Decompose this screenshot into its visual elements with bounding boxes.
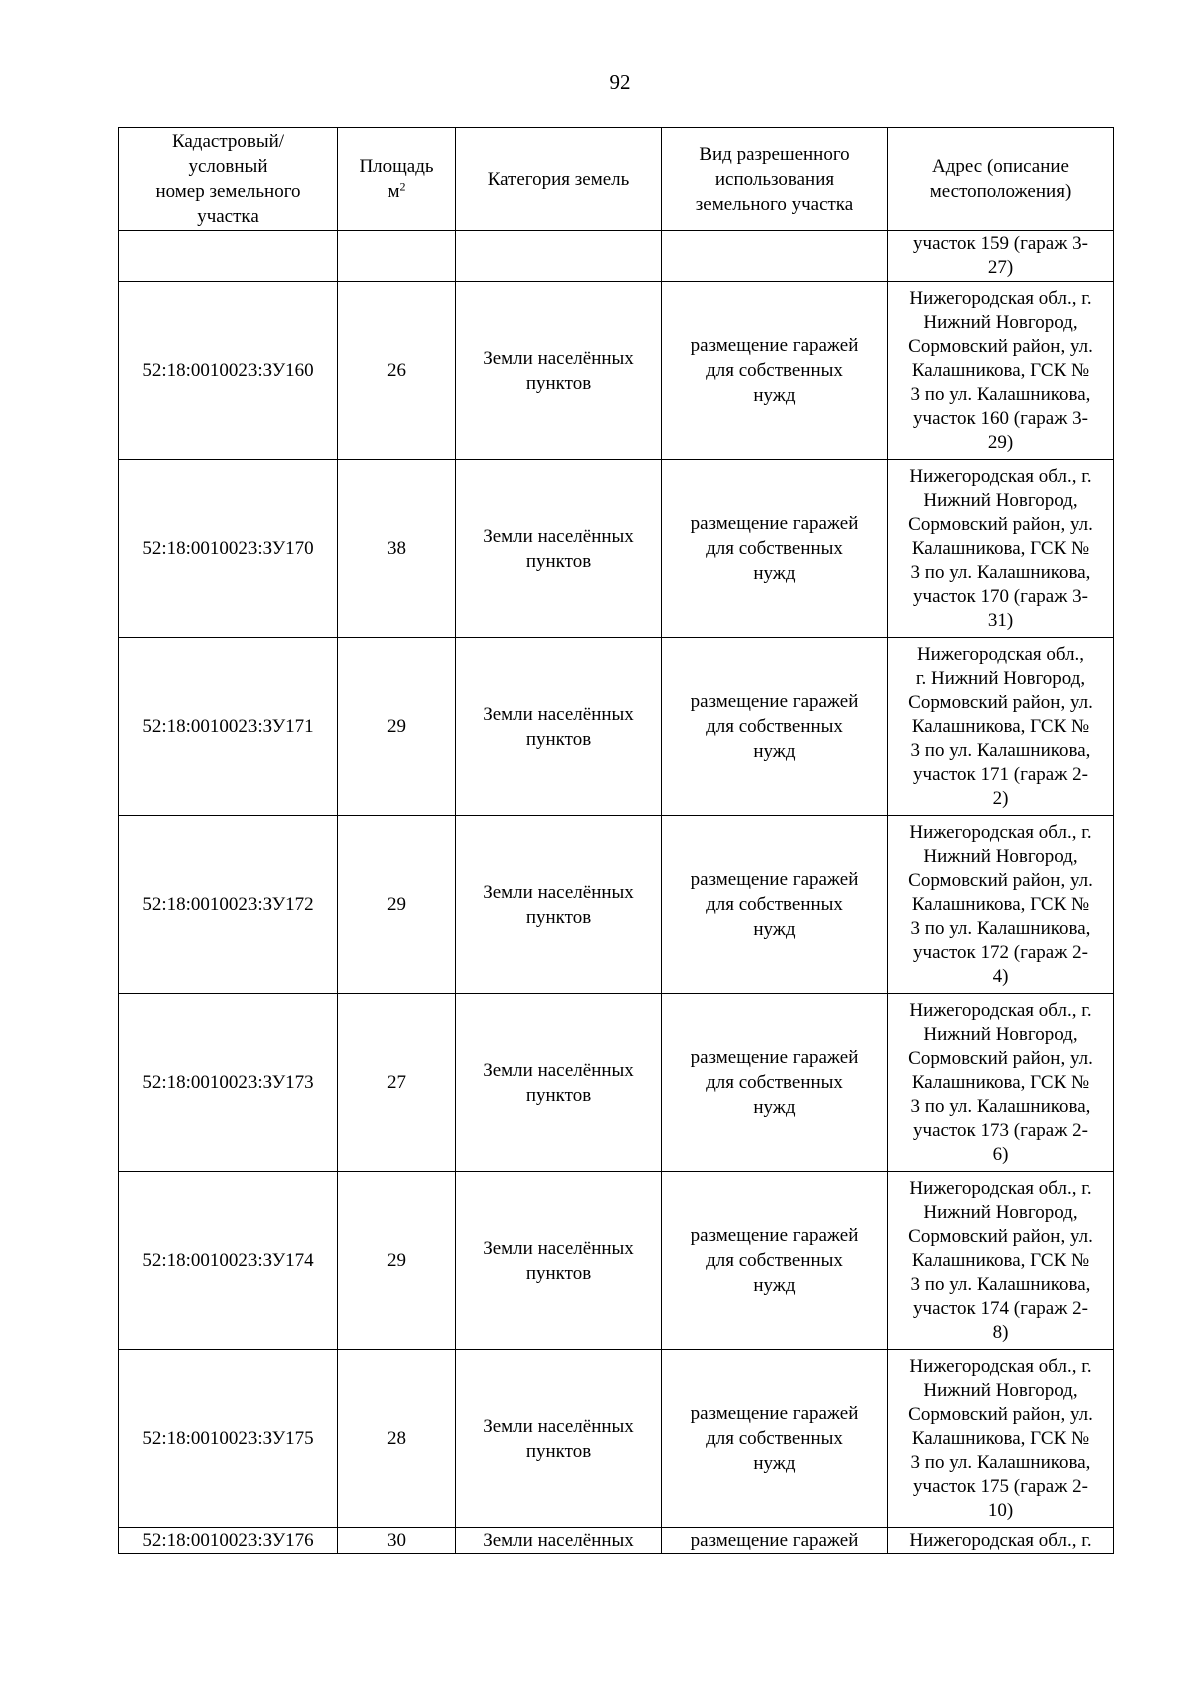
table-row — [119, 994, 1114, 1172]
cell-area: 28 — [338, 1350, 456, 1528]
cell-usage: размещение гаражей для собственных нужд — [662, 994, 888, 1172]
cell-area — [338, 231, 456, 282]
table-row — [119, 1350, 1114, 1528]
cell-area: 30 — [338, 1528, 456, 1554]
table-row — [119, 816, 1114, 994]
table-row-continuation — [119, 231, 1114, 282]
cell-category: Земли населённых пунктов — [456, 460, 662, 638]
cell-usage: размещение гаражей для собственных нужд — [662, 1172, 888, 1350]
cell-address: Нижегородская обл., г. Нижний Новгород, Сормовский район, ул. Калашникова, ГСК № 3 по ул. Калашникова, участок 175 (гараж 2- 10) — [888, 1350, 1114, 1528]
table-row — [119, 638, 1114, 816]
cell-usage — [662, 231, 888, 282]
cell-area: 38 — [338, 460, 456, 638]
cell-cadastral: 52:18:0010023:ЗУ160 — [119, 282, 338, 460]
table-row — [119, 460, 1114, 638]
cell-address: Нижегородская обл., г. Нижний Новгород, Сормовский район, ул. Калашникова, ГСК № 3 по ул. Калашникова, участок 170 (гараж 3- 31) — [888, 460, 1114, 638]
cell-cadastral: 52:18:0010023:ЗУ173 — [119, 994, 338, 1172]
cell-usage: размещение гаражей для собственных нужд — [662, 282, 888, 460]
cell-area: 27 — [338, 994, 456, 1172]
header-area: Площадь $м^2$ — [338, 128, 456, 231]
cell-category: Земли населённых пунктов — [456, 816, 662, 994]
cell-cadastral: 52:18:0010023:ЗУ172 — [119, 816, 338, 994]
cell-usage: размещение гаражей для собственных нужд — [662, 638, 888, 816]
cell-address: Нижегородская обл., г. Нижний Новгород, Сормовский район, ул. Калашникова, ГСК № 3 по ул. Калашникова, участок 174 (гараж 2- 8) — [888, 1172, 1114, 1350]
cell-category — [456, 231, 662, 282]
cell-usage: размещение гаражей для собственных нужд — [662, 1350, 888, 1528]
cell-category: Земли населённых пунктов — [456, 1350, 662, 1528]
cell-category: Земли населённых пунктов — [456, 994, 662, 1172]
cell-category: Земли населённых — [456, 1528, 662, 1554]
cell-cadastral: 52:18:0010023:ЗУ175 — [119, 1350, 338, 1528]
cell-address: Нижегородская обл., г. — [888, 1528, 1114, 1554]
header-cadastral-number: Кадастровый/ условный номер земельного участка — [119, 128, 338, 231]
header-permitted-use: Вид разрешенного использования земельного участка — [662, 128, 888, 231]
table-row — [119, 282, 1114, 460]
cell-address: Нижегородская обл., г. Нижний Новгород, Сормовский район, ул. Калашникова, ГСК № 3 по ул. Калашникова, участок 172 (гараж 2- 4) — [888, 816, 1114, 994]
cell-area: 29 — [338, 638, 456, 816]
header-address: Адрес (описание местоположения) — [888, 128, 1114, 231]
cell-address: Нижегородская обл., г. Нижний Новгород, Сормовский район, ул. Калашникова, ГСК № 3 по ул. Калашникова, участок 171 (гараж 2- 2) — [888, 638, 1114, 816]
header-area-unit: $м^2$ — [387, 179, 406, 202]
cell-address: участок 159 (гараж 3- 27) — [888, 231, 1114, 282]
cell-category: Земли населённых пунктов — [456, 638, 662, 816]
cell-area: 26 — [338, 282, 456, 460]
land-plots-table — [118, 127, 1114, 1554]
table-body — [119, 231, 1114, 1554]
cell-address: Нижегородская обл., г. Нижний Новгород, Сормовский район, ул. Калашникова, ГСК № 3 по ул. Калашникова, участок 160 (гараж 3- 29) — [888, 282, 1114, 460]
cell-cadastral — [119, 231, 338, 282]
cell-category: Земли населённых пунктов — [456, 1172, 662, 1350]
table-row — [119, 1172, 1114, 1350]
cell-cadastral: 52:18:0010023:ЗУ171 — [119, 638, 338, 816]
cell-address: Нижегородская обл., г. Нижний Новгород, Сормовский район, ул. Калашникова, ГСК № 3 по ул. Калашникова, участок 173 (гараж 2- 6) — [888, 994, 1114, 1172]
cell-cadastral: 52:18:0010023:ЗУ170 — [119, 460, 338, 638]
cell-area: 29 — [338, 816, 456, 994]
cell-area: 29 — [338, 1172, 456, 1350]
cell-usage: размещение гаражей для собственных нужд — [662, 816, 888, 994]
cell-usage: размещение гаражей — [662, 1528, 888, 1554]
cell-usage: размещение гаражей для собственных нужд — [662, 460, 888, 638]
cell-cadastral: 52:18:0010023:ЗУ176 — [119, 1528, 338, 1554]
table-header-row — [119, 128, 1114, 231]
page-number: 92 — [609, 70, 631, 94]
cell-category: Земли населённых пунктов — [456, 282, 662, 460]
header-land-category: Категория земель — [456, 128, 662, 231]
cell-cadastral: 52:18:0010023:ЗУ174 — [119, 1172, 338, 1350]
table-row — [119, 1528, 1114, 1554]
